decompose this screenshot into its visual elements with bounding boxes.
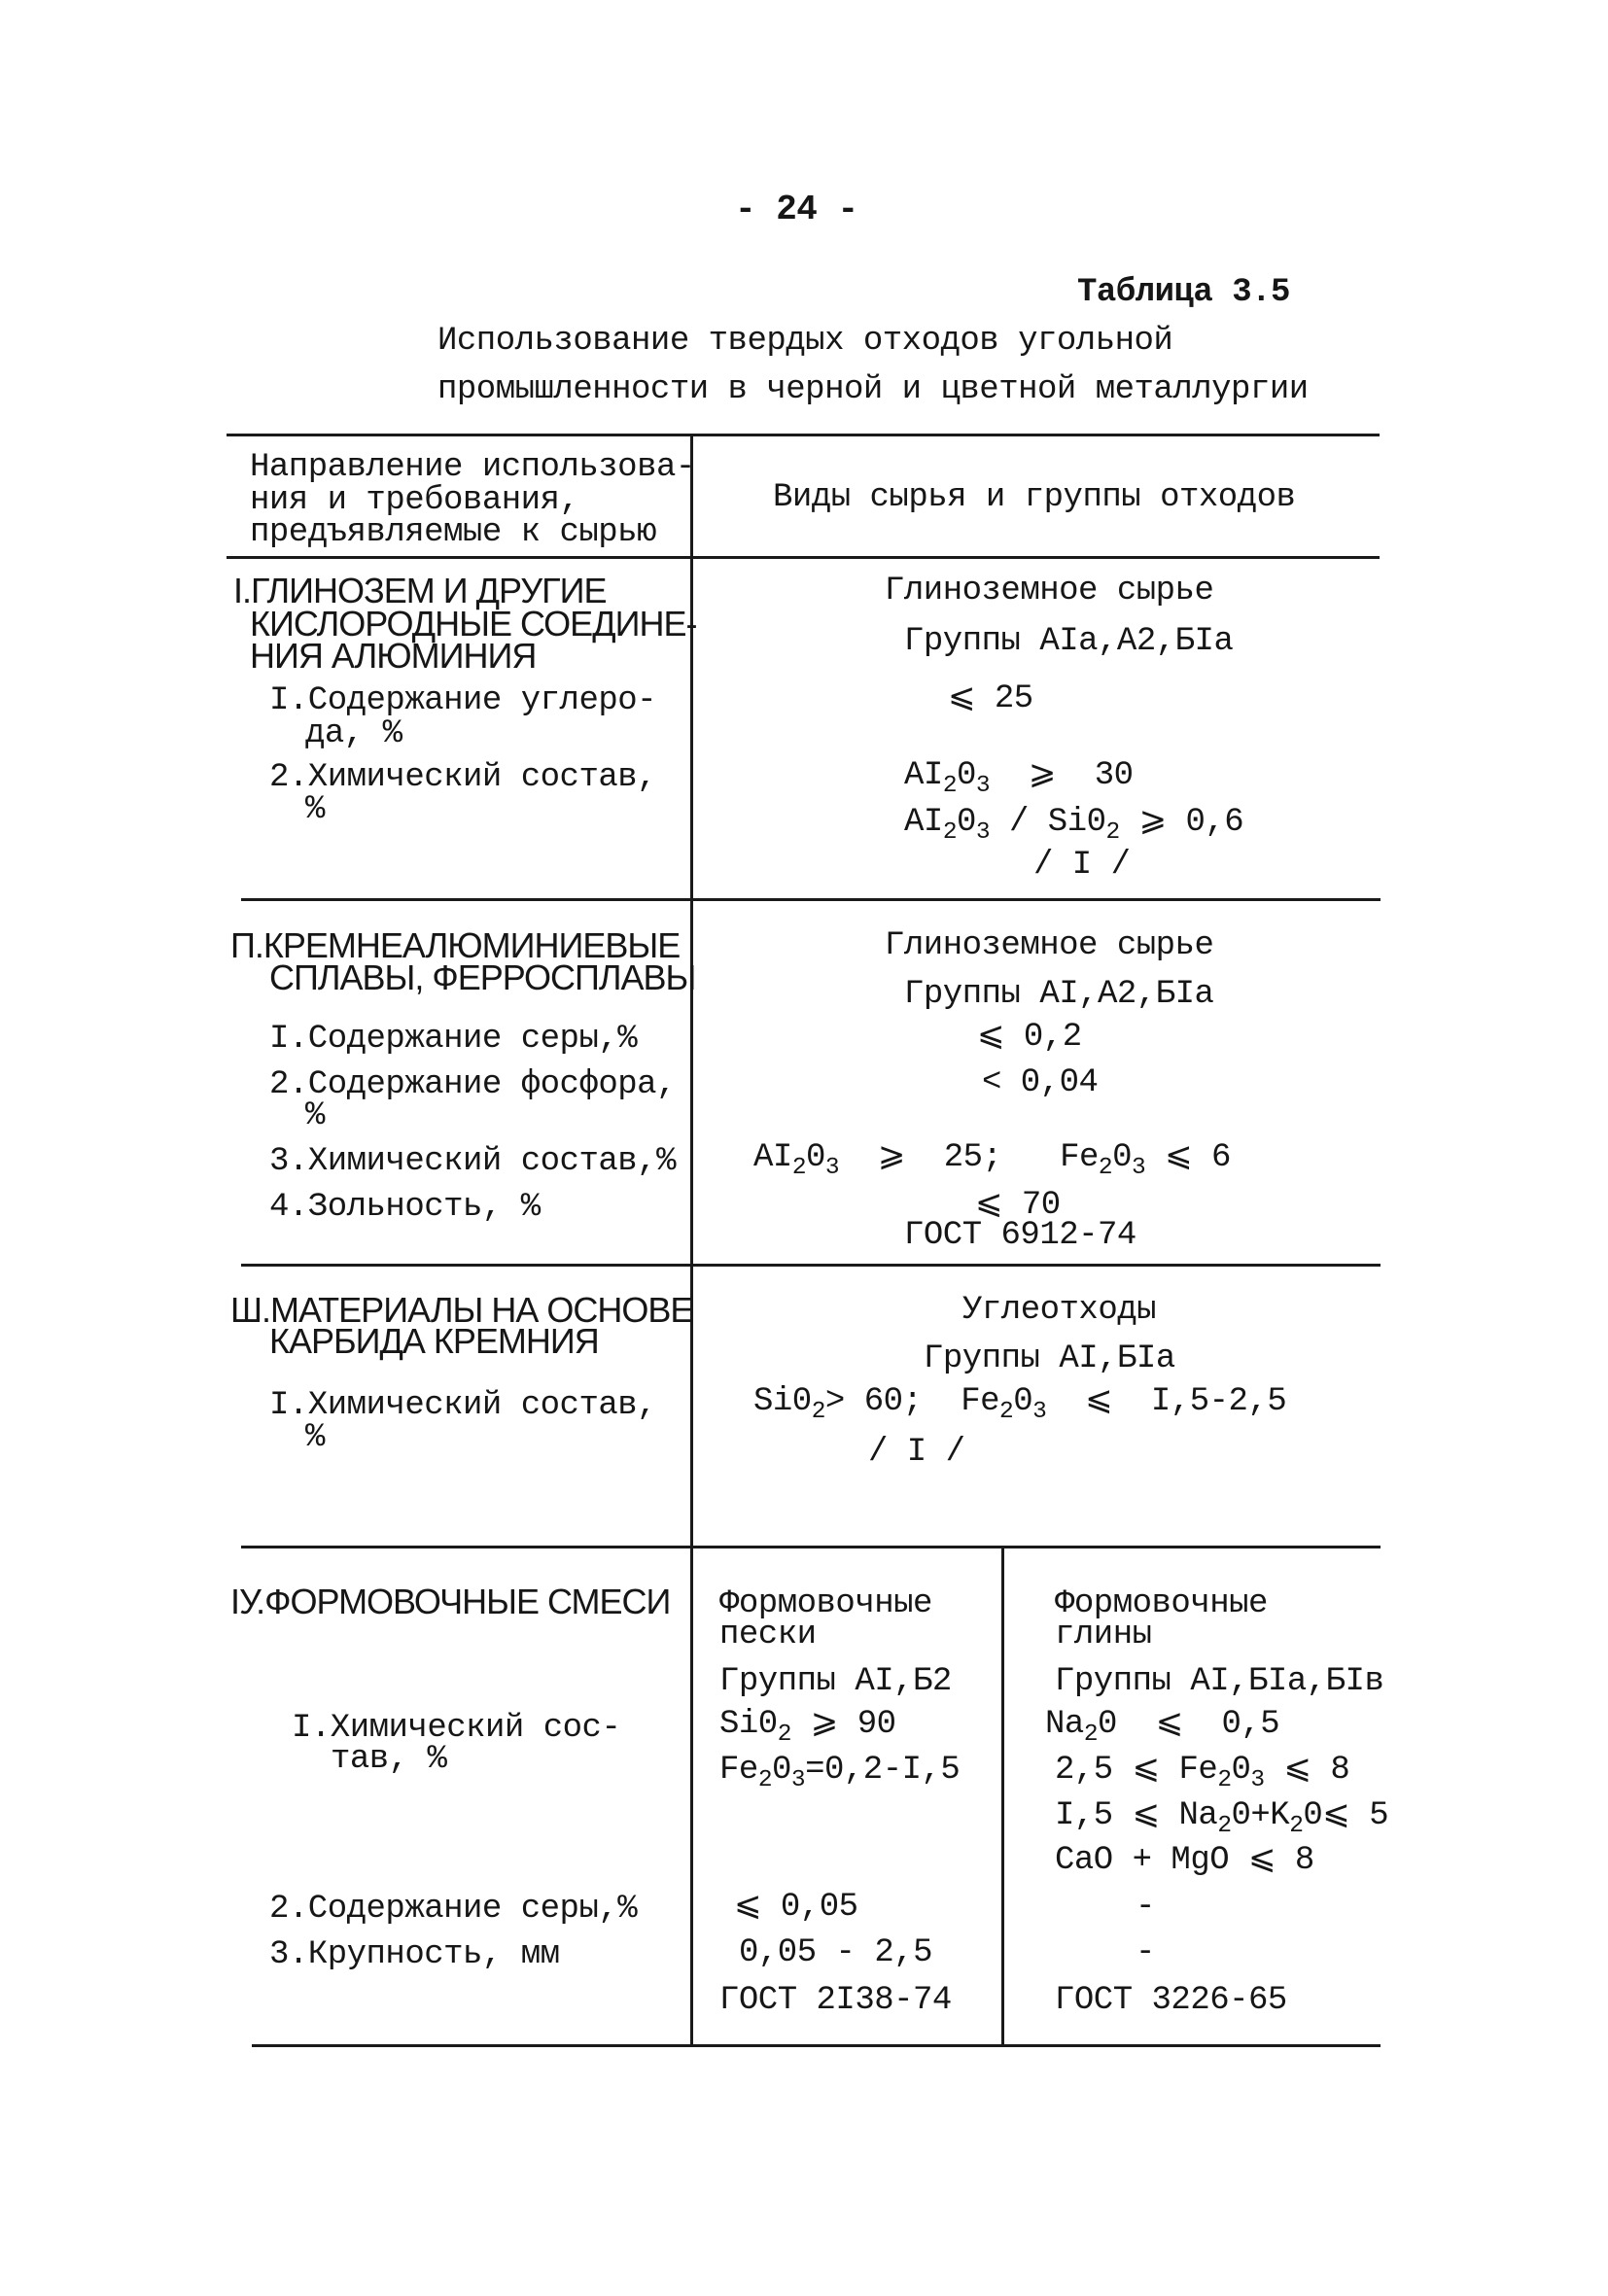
s4-row2: 2.Содержание серы,% — [269, 1891, 638, 1928]
s3-row1-line2: % — [305, 1419, 325, 1456]
s2-row2-line1: 2.Содержание фосфора, — [269, 1066, 676, 1103]
section1-bottom-rule — [241, 898, 1381, 901]
s4-title: IУ.ФОРМОВОЧНЫЕ СМЕСИ — [230, 1582, 671, 1621]
s1-row2-line1: 2.Химический состав, — [269, 759, 657, 796]
s3-row1-value: $Si0_2> 60$; $Fe_20_3$ ⩽ I,5-2,5 — [753, 1383, 1287, 1425]
table-title-line1: Использование твердых отходов угольной — [437, 323, 1173, 360]
header-col2: Виды сырья и группы отходов — [773, 479, 1296, 516]
s4-clay-value3: I,5 ⩽ $Na_20+K_20⩽$ 5 — [1055, 1797, 1389, 1839]
s1-row2-value2: $AI_20_3 / Si0_2$ ⩾ 0,6 — [904, 804, 1244, 846]
section3-bottom-rule — [241, 1546, 1381, 1548]
s1-title-line2: КИСЛОРОДНЫЕ СОЕДИНЕ- — [250, 604, 697, 644]
s4-sand-value2: $Fe_20_3=0,2-I,5$ — [719, 1752, 961, 1793]
s4-row3-sand: 0,05 - 2,5 — [739, 1934, 933, 1971]
s2-title-line2: СПЛАВЫ, ФЕРРОСПЛАВЫ — [269, 957, 696, 997]
s2-title-line1: П.КРЕМНЕАЛЮМИНИЕВЫЕ — [230, 925, 681, 965]
s2-row3: 3.Химический состав,% — [269, 1143, 676, 1180]
s4-sand-heading-line2: пески — [719, 1617, 817, 1653]
s4-sand-gost: ГОСТ 2I38-74 — [719, 1982, 952, 2019]
s1-raw-material: Глиноземное сырье — [885, 573, 1214, 609]
header-col1-line2: ния и требования, — [250, 482, 579, 519]
s2-gost: ГОСТ 6912-74 — [904, 1217, 1136, 1254]
s1-groups: Группы AIa,A2,БIa — [904, 623, 1234, 660]
header-col1-line1: Направление использова- — [250, 449, 695, 486]
s3-raw-material: Углеотходы — [962, 1292, 1157, 1329]
s4-clay-gost: ГОСТ 3226-65 — [1055, 1982, 1287, 2019]
subcolumn-divider — [1001, 1546, 1004, 2044]
table-top-rule — [227, 434, 1380, 436]
s4-clay-value1: $Na_20$ ⩽ 0,5 — [1045, 1706, 1280, 1748]
s2-row1-value: ⩽ 0,2 — [977, 1019, 1082, 1056]
s4-row1-line1: I.Химический сос- — [292, 1710, 621, 1747]
page-number: - 24 - — [735, 190, 858, 229]
s1-row2-value1: $AI_20_3$ ⩾ 30 — [904, 757, 1134, 799]
s4-clay-groups: Группы AI,БIa,БIв — [1055, 1663, 1384, 1700]
s2-row4: 4.Зольность, % — [269, 1189, 541, 1226]
s1-row2-line2: % — [305, 791, 325, 828]
s4-sand-heading-line1: Формовочные — [719, 1585, 932, 1622]
s2-row2-value: < 0,04 — [982, 1064, 1099, 1101]
s2-row2-line2: % — [305, 1097, 325, 1134]
s4-clay-value4: CaO + MgO ⩽ 8 — [1055, 1842, 1314, 1879]
s4-sand-groups: Группы AI,Б2 — [719, 1663, 952, 1700]
s4-row2-sand: ⩽ 0,05 — [734, 1889, 858, 1926]
s2-row3-value: $AI_20_3$ ⩾ 25; $Fe_20_3$ ⩽ 6 — [753, 1139, 1231, 1181]
s4-row3-clay: - — [1136, 1934, 1155, 1971]
s4-row3: 3.Крупность, мм — [269, 1936, 560, 1973]
s1-row1-line1: I.Содержание углеро- — [269, 682, 657, 719]
s4-clay-value2: 2,5 ⩽ $Fe_20_3$ ⩽ 8 — [1055, 1752, 1350, 1793]
s1-row1-value: ⩽ 25 — [948, 680, 1033, 717]
s1-reference: / I / — [1033, 847, 1131, 884]
s3-groups: Группы AI,БIa — [924, 1340, 1175, 1377]
s1-row1-line2: да, % — [305, 715, 402, 752]
table-bottom-rule — [252, 2044, 1381, 2047]
s4-sand-value1: $Si0_2$ ⩾ 90 — [719, 1706, 896, 1748]
s2-row1: I.Содержание серы,% — [269, 1021, 638, 1058]
table-title-line2: промышленности в черной и цветной металлургии — [437, 371, 1309, 408]
s4-clay-heading-line2: глины — [1055, 1617, 1152, 1653]
s2-groups: Группы AI,A2,БIa — [904, 976, 1214, 1013]
s3-row1-line1: I.Химический состав, — [269, 1387, 657, 1424]
column-divider — [690, 434, 693, 2045]
s1-title-line3: НИЯ АЛЮМИНИЯ — [250, 636, 537, 676]
s3-title-line2: КАРБИДА КРЕМНИЯ — [269, 1321, 599, 1361]
s4-row1-line2: тав, % — [331, 1741, 447, 1778]
s2-raw-material: Глиноземное сырье — [885, 927, 1214, 964]
header-col1-line3: предъявляемые к сырью — [250, 514, 656, 551]
table-label: Таблица 3.5 — [1077, 274, 1290, 311]
s1-title-line1: I.ГЛИНОЗЕМ И ДРУГИЕ — [233, 571, 607, 610]
s4-clay-heading-line1: Формовочные — [1055, 1585, 1268, 1622]
section2-bottom-rule — [241, 1264, 1381, 1267]
s4-row2-clay: - — [1136, 1889, 1155, 1926]
header-bottom-rule — [227, 556, 1380, 559]
s3-reference: / I / — [868, 1434, 965, 1471]
s2-row4-value: ⩽ 70 — [975, 1187, 1061, 1224]
s3-title-line1: Ш.МАТЕРИАЛЫ НА ОСНОВЕ — [230, 1290, 693, 1330]
